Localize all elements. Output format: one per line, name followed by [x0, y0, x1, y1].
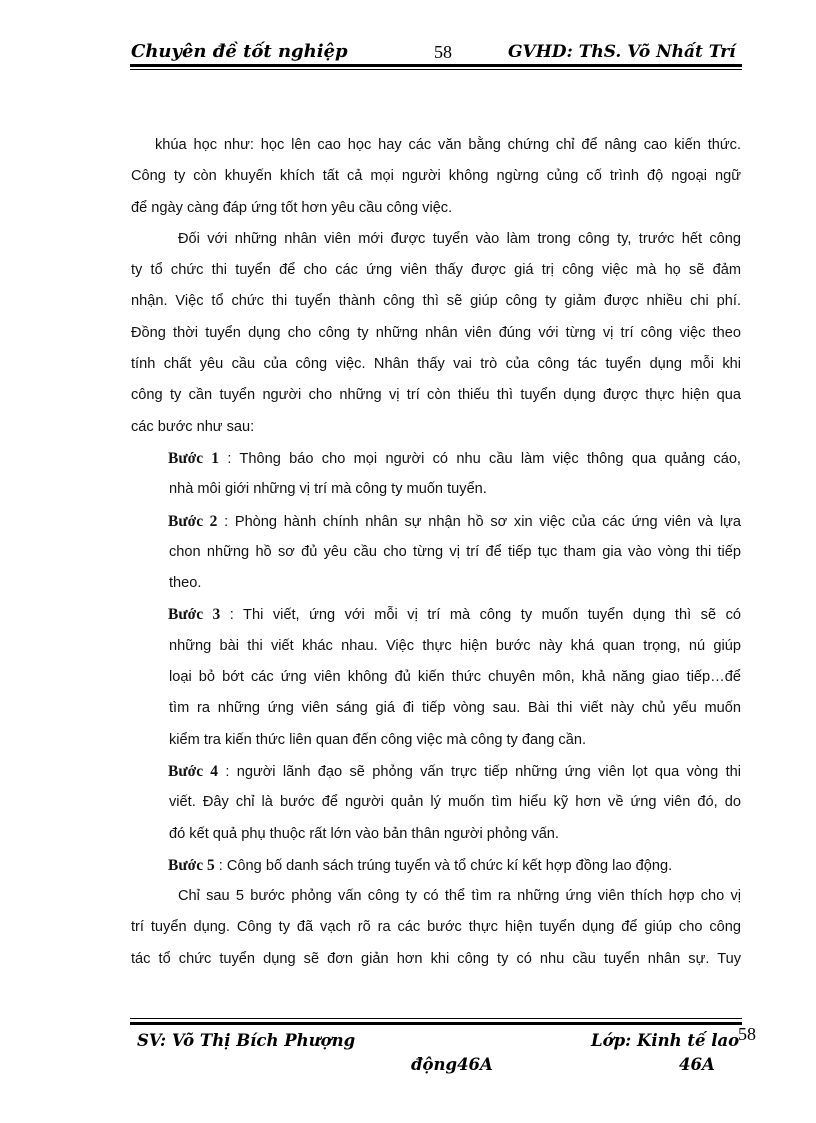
step-label: Bước 5 [168, 856, 215, 874]
step-label: Bước 3 [168, 606, 221, 624]
text-line: những bài thi viết khác nhau. Việc thực hiện bước này khá quan trọng, nú giúp [169, 637, 741, 654]
text-line: các bước như sau: [131, 418, 255, 435]
step-text: : người lãnh đạo sẽ phỏng vấn trực tiếp những ứng viên lọt qua vòng thi [218, 763, 741, 780]
header-rule-thick [130, 64, 742, 67]
footer-rule-thick [130, 1022, 742, 1025]
step-label: Bước 2 [168, 512, 218, 530]
header-title: Chuyên đề tốt nghiệp [131, 41, 348, 62]
text-line: chon những hồ sơ đủ yêu cầu cho từng vị trí để tiếp tục tham gia vào vòng thi tiếp [169, 543, 741, 560]
header-rule-thin [130, 69, 742, 70]
text-line: khúa học như: học lên cao học hay các văn bằng chứng chỉ để nâng cao kiến thức. [155, 137, 741, 153]
step-label: Bước 4 [168, 762, 219, 780]
step-text: : Công bố danh sách trúng tuyển và tổ chức kí kết hợp đồng lao động. [214, 857, 673, 874]
footer-student: SV: Võ Thị Bích Phượng [137, 1031, 356, 1050]
text-line: tác tổ chức tuyển dụng sẽ đơn giản hơn khi công ty có nhu cầu tuyển nhân sự. Tuy [131, 950, 741, 967]
step-4 [131, 756, 741, 787]
header-page-number: 58 [434, 42, 452, 62]
step-label: Bước 1 [168, 449, 219, 467]
step-5 [131, 850, 741, 881]
text-line: trí tuyển dụng. Công ty đã vạch rõ ra các bước thực hiện tuyển dụng để giúp cho công [131, 919, 741, 936]
footer-rule-thin [130, 1018, 742, 1019]
step-text: : Phòng hành chính nhân sự nhận hồ sơ xin việc của các ứng viên và lựa [217, 513, 741, 530]
text-line: nhà môi giới những vị trí mà công ty muốn tuyển. [169, 481, 487, 498]
text-line: loại bỏ bớt các ứng viên không đủ kiến thức chuyên môn, khả năng giao tiếp…để [169, 669, 741, 686]
footer-page-number: 58 [738, 1024, 756, 1044]
text-line: theo. [169, 575, 202, 592]
text-line: Chỉ sau 5 bước phỏng vấn công ty có thể tìm ra những ứng viên thích hợp cho vị [178, 888, 741, 905]
text-line: tìm ra những ứng viên sáng giá đi tiếp vòng sau. Bài thi viết này chủ yếu muốn [169, 700, 741, 717]
step-text: : Thông báo cho mọi người có nhu cầu làm việc thông qua quảng cáo, [219, 450, 741, 467]
footer-class-suffix: 46A [679, 1055, 715, 1074]
text-line: ty tổ chức thi tuyển để cho các ứng viên thấy được giá trị công việc mà họ sẽ đảm [131, 262, 741, 279]
text-line: viết. Đây chỉ là bước để người quản lý muốn tìm hiểu kỹ hơn về ứng viên đó, do [169, 794, 741, 811]
footer-class: Lớp: Kinh tế lao [591, 1031, 740, 1050]
text-line: kiểm tra kiến thức liên quan đến công việc mà công ty đang cần. [169, 731, 587, 748]
header-advisor: GVHD: ThS. Võ Nhất Trí [508, 42, 736, 62]
text-line: công ty cần tuyển người cho những vị trí còn thiếu thì tuyển dụng được thực hiện qua [131, 387, 741, 404]
text-line: Đối với những nhân viên mới được tuyển vào làm trong công ty, trước hết công [178, 230, 741, 247]
body-text [131, 130, 741, 975]
text-line: nhận. Việc tổ chức thi tuyển thành công thì sẽ giúp công ty giảm được nhiều chi phí. [131, 293, 741, 310]
step-1 [131, 443, 741, 474]
text-line: Công ty còn khuyến khích tất cả mọi người không ngừng củng cố trình độ ngoại ngữ [131, 168, 741, 185]
footer-class-continuation: động46A [411, 1055, 493, 1074]
text-line: để ngày càng đáp ứng tốt hơn yêu cầu công việc. [131, 199, 453, 216]
step-2 [131, 506, 741, 537]
text-line: tính chất yêu cầu của công việc. Nhân thấy vai trò của công tác tuyển dụng mỗi khi [131, 356, 741, 373]
text-line: đó kết quả phụ thuộc rất lớn vào bản thân người phỏng vấn. [169, 825, 559, 842]
step-3 [131, 599, 741, 630]
step-text: : Thi viết, ứng với mỗi vị trí mà công ty muốn tuyển dụng thì sẽ có [220, 607, 741, 624]
text-line: Đồng thời tuyển dụng cho công ty những nhân viên đúng với từng vị trí công việc theo [131, 324, 741, 341]
